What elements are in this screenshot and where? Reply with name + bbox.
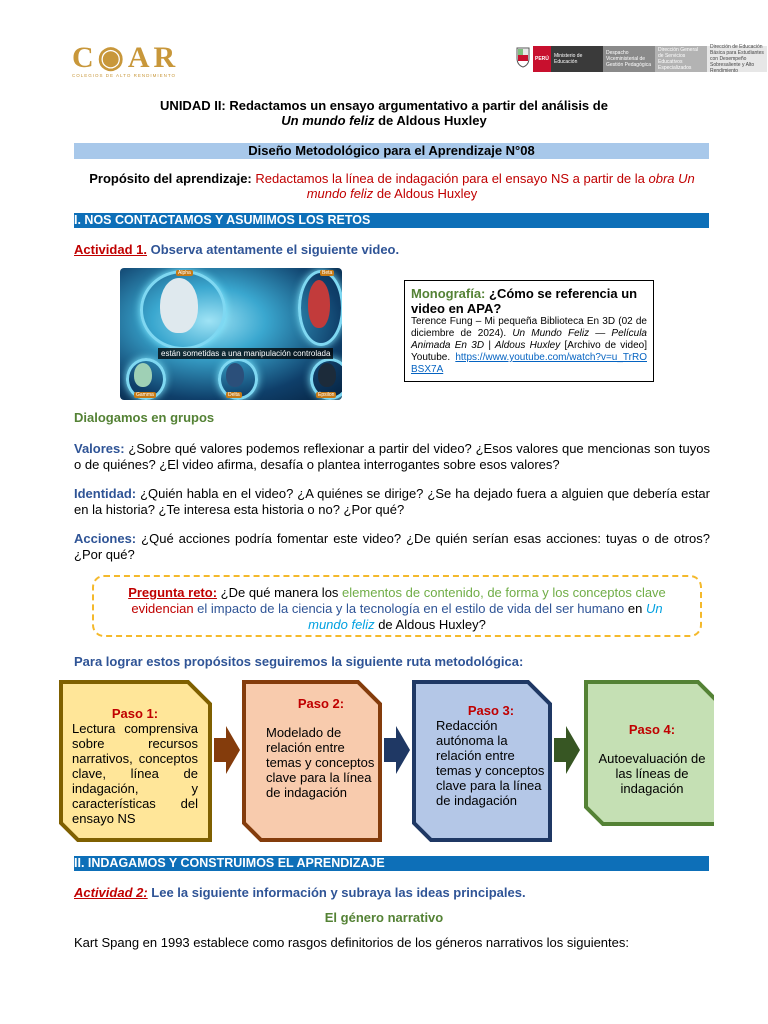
step-2-title: Paso 2: <box>297 696 345 711</box>
step-1 <box>72 706 198 826</box>
video-tag-gamma: Gamma <box>136 392 154 398</box>
apa-ref-rest: [Archivo de video] Youtube. <box>411 340 647 363</box>
baby-figure <box>160 278 198 333</box>
genre-title: El género narrativo <box>324 910 444 925</box>
activity-1-text: Observa atentamente el siguiente video. <box>146 242 400 257</box>
section-2-bar: II. INDAGAMOS Y CONSTRUIMOS EL APRENDIZAJE <box>74 856 709 871</box>
apa-label: Monografía: <box>411 286 486 301</box>
unit-title-author: de Aldous Huxley <box>374 113 487 128</box>
step-3-title: Paso 3: <box>467 703 515 718</box>
activity-2 <box>74 885 526 900</box>
apa-video-link[interactable]: https://www.youtube.com/watch?v=u_TrROBSX7A <box>411 352 647 375</box>
step-1-title: Paso 1: <box>111 706 159 721</box>
challenge-question-box <box>92 575 702 637</box>
apa-ref-title: Un Mundo Feliz — Película Animada En 3D | Aldous Huxley <box>411 328 647 351</box>
step-4 <box>598 722 706 796</box>
arrow-2-icon <box>384 726 410 774</box>
step-4-title: Paso 4: <box>628 722 676 737</box>
video-tag-delta: Delta <box>228 392 240 398</box>
unit-title-book: Un mundo feliz <box>281 113 375 128</box>
challenge-text-7: de Aldous Huxley? <box>374 617 486 632</box>
apa-ref-text: Terence Fung – Mi pequeña Biblioteca En 3D (02 de diciembre de 2024). <box>411 316 647 339</box>
question-identity <box>74 486 710 518</box>
activity-2-text: Lee la siguiente información y subraya las ideas principales. <box>147 885 526 900</box>
baby-figure-blue <box>226 363 244 387</box>
challenge-label: Pregunta reto: <box>128 585 218 600</box>
baby-figure-red <box>308 280 330 328</box>
arrow-1-icon <box>214 726 240 774</box>
gov-direction-general: Dirección General de Servicios Educativos Especializados <box>655 46 707 72</box>
apa-heading <box>411 286 647 316</box>
gov-peru: PERÚ <box>533 46 551 72</box>
purpose <box>80 171 704 201</box>
gov-vice-ministry: Despacho Viceministerial de Gestión Pedagógica <box>603 46 655 72</box>
baby-figure-dark <box>318 363 336 387</box>
question-actions-text: ¿Qué acciones podría fomentar este video? ¿De quién serían esas acciones: tuyas o de otros? ¿Por qué? <box>74 531 710 562</box>
arrow-3-icon <box>554 726 580 774</box>
step-4-text: Autoevaluación de las líneas de indagación <box>598 751 706 796</box>
video-tag-alpha: Alpha <box>178 270 191 276</box>
video-thumbnail[interactable] <box>120 268 342 400</box>
question-identity-text: ¿Quién habla en el video? ¿A quiénes se dirige? ¿Se ha dejado fuera a alguien que debería estar en la historia? ¿Te interesa esta historia o no? ¿Por qué? <box>74 486 710 517</box>
step-2-text: Modelado de relación entre temas y conceptos clave para la línea de indagación <box>266 725 375 800</box>
coar-logo-subtitle: COLEGIOS DE ALTO RENDIMIENTO <box>72 73 177 78</box>
purpose-label: Propósito del aprendizaje: <box>89 171 252 186</box>
activity-1 <box>74 242 399 257</box>
apa-question: ¿Cómo se referencia un video en APA? <box>411 286 638 316</box>
purpose-text: Redactamos la línea de indagación para el ensayo NS a partir de la <box>251 171 649 186</box>
video-caption: están sometidas a una manipulación controlada <box>158 348 333 359</box>
question-values-text: ¿Sobre qué valores podemos reflexionar a partir del video? ¿Esos valores que mencionas son tuyos o de quiénes? ¿El video afirma, desafía o plantea interrogantes sobre esos valores? <box>74 441 710 472</box>
video-tag-beta: Beta <box>322 270 333 276</box>
step-3 <box>436 703 546 808</box>
step-2 <box>266 696 376 800</box>
question-values <box>74 441 710 473</box>
coar-logo-text: C◉AR <box>72 41 180 74</box>
challenge-text-1: ¿De qué manera los <box>217 585 343 600</box>
apa-reference <box>411 316 647 376</box>
challenge-text-4: el impacto de la ciencia y la tecnología en el estilo de vida del ser humano <box>193 601 625 616</box>
apa-reference-box <box>404 280 654 382</box>
peru-shield-icon <box>516 46 530 68</box>
unit-title-line1: UNIDAD II: Redactamos un ensayo argumentativo a partir del análisis de <box>160 98 608 113</box>
gov-ministry: Ministerio de Educación <box>551 46 603 72</box>
baby-figure-green <box>134 363 152 387</box>
spang-paragraph: Kart Spang en 1993 establece como rasgos definitorios de los géneros narrativos los siguientes: <box>74 935 629 950</box>
video-tag-epsilon: Épsilon <box>318 392 335 398</box>
section-1-bar: I. NOS CONTACTAMOS Y ASUMIMOS LOS RETOS <box>74 213 709 228</box>
design-bar: Diseño Metodológico para el Aprendizaje N°08 <box>74 143 709 159</box>
question-actions <box>74 531 710 563</box>
gov-direction: Dirección de Educación Básica para Estudiantes con Desempeño Sobresaliente y Alto Rendimiento <box>707 46 767 72</box>
purpose-text-end: de Aldous Huxley <box>373 186 478 201</box>
unit-title <box>60 98 708 128</box>
coar-logo <box>72 40 197 80</box>
step-1-text: Lectura comprensiva sobre recursos narrativos, conceptos clave, línea de indagación, y características del ensayo NS <box>72 721 198 826</box>
challenge-text-5: en <box>624 601 646 616</box>
question-values-key: Valores: <box>74 441 125 456</box>
step-3-text: Redacción autónoma la relación entre temas y conceptos clave para la línea de indagación <box>436 718 545 808</box>
government-banner <box>516 46 767 72</box>
dialog-heading: Dialogamos en grupos <box>74 410 215 425</box>
activity-2-label: Actividad 2: <box>74 885 148 900</box>
route-heading: Para lograr estos propósitos seguiremos la siguiente ruta metodológica: <box>74 654 524 669</box>
activity-1-label: Actividad 1. <box>74 242 147 257</box>
question-identity-key: Identidad: <box>74 486 137 501</box>
purpose-italic: obra Un mundo feliz <box>306 171 695 201</box>
question-actions-key: Acciones: <box>74 531 137 546</box>
challenge-text-2: elementos de contenido, de forma y los conceptos clave <box>342 585 666 600</box>
challenge-text-3: evidencian <box>131 601 194 616</box>
challenge-text-6: Un mundo feliz <box>308 601 663 632</box>
